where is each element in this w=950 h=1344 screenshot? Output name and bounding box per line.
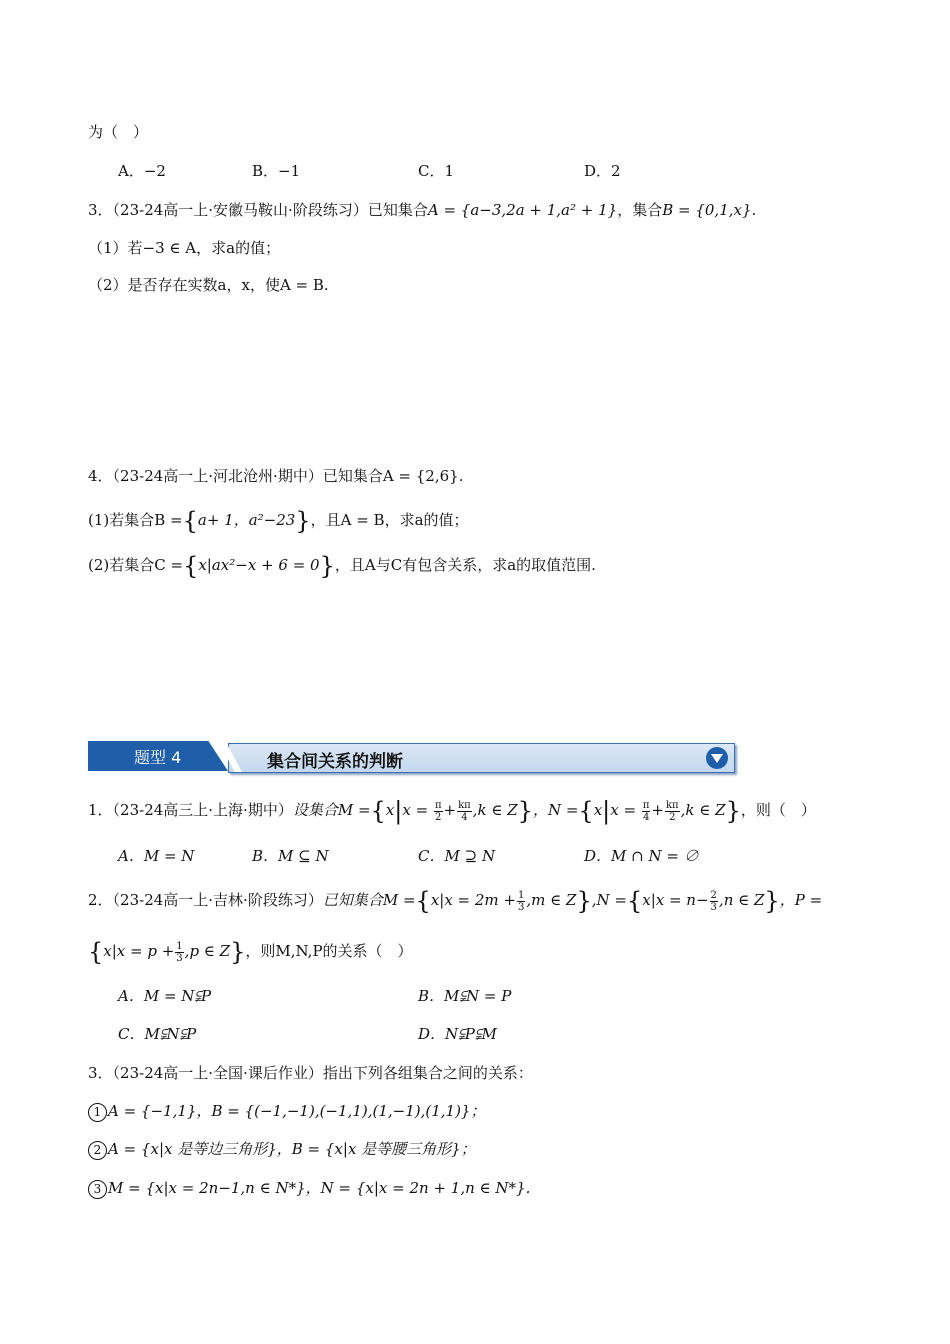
- set-cond: x =: [402, 801, 429, 819]
- question-number: 4．: [88, 467, 113, 485]
- set-domain: ,k ∈ Z: [680, 801, 726, 819]
- option-d: D．M ∩ N = ∅: [584, 847, 699, 865]
- fraction: $\frac{\pi}{2}$: [434, 799, 442, 823]
- question-text: 指出下列各组集合之间的关系：: [322, 1064, 533, 1082]
- circled-number: 1: [88, 1103, 107, 1122]
- question-tail: ，则（ ）: [740, 801, 816, 819]
- set-c-formula: x|ax²−x + 6 = 0: [198, 556, 320, 574]
- section-title-bar: [228, 743, 735, 773]
- set-b-formula: a+ 1，a²−23: [197, 511, 296, 529]
- set-var: x: [593, 801, 603, 819]
- option-a: A．M = N: [118, 847, 195, 865]
- set-domain: ,m ∈ Z: [526, 891, 577, 909]
- fraction: $\frac{k\pi}{2}$: [666, 799, 679, 823]
- list-item: [88, 1177, 530, 1199]
- fraction: $\frac{\pi}{4}$: [642, 799, 650, 823]
- list-item: [88, 1100, 485, 1122]
- question-4-part-2: (2)若集合C ={x|ax²−x + 6 = 0}，且A与C有包含关系，求a的取值范围.: [88, 552, 596, 580]
- question-text: 设集合M =: [292, 801, 371, 819]
- set-p-label: ，P =: [779, 891, 823, 909]
- part-prefix: (1)若集合B =: [88, 511, 183, 529]
- part-suffix: ，且A与C有包含关系，求a的取值范围.: [334, 556, 596, 574]
- section-title: 集合间关系的判断: [267, 752, 403, 772]
- question-3-part-1: （1）若−3 ∈ A，求a的值；: [88, 239, 281, 257]
- option-c: C．1: [418, 162, 455, 180]
- list-item-text: A = {−1,1}，B = {(−1,−1),(−1,1),(1,−1),(1,1)}；: [108, 1102, 486, 1120]
- set-cond: x =: [610, 801, 637, 819]
- set-domain: ,p ∈ Z: [184, 942, 231, 960]
- question-4-part-1: (1)若集合B ={a+ 1，a²−23}，且A = B，求a的值；: [88, 507, 469, 535]
- fraction: $\frac{k\pi}{4}$: [458, 799, 471, 823]
- option-b: B．−1: [252, 162, 301, 180]
- circled-number: 3: [88, 1180, 107, 1199]
- option-d: D．N⫋P⫋M: [418, 1025, 497, 1043]
- question-3-stem: [88, 199, 756, 221]
- part-suffix: ，且A = B，求a的值；: [310, 511, 469, 529]
- section-label: 题型 4: [134, 748, 182, 767]
- list-item-text: A = {x|x 是等边三角形}，B = {x|x 是等腰三角形}；: [108, 1140, 476, 1158]
- set-n-label: ，N =: [532, 801, 579, 819]
- question-number: 3．: [88, 1064, 113, 1082]
- option-d: D．2: [584, 162, 621, 180]
- option-b: B．M⫋N = P: [418, 987, 512, 1005]
- question-number: 1．: [88, 801, 113, 819]
- question-text: 已知集合: [367, 201, 428, 219]
- section-question-3-stem: [88, 1062, 533, 1084]
- question-4-stem: [88, 465, 463, 487]
- part-prefix: (2)若集合C =: [88, 556, 184, 574]
- set-n-cond: x|x = n−: [642, 891, 709, 909]
- section-question-1-stem: 1．（23-24高三上·上海·期中）设集合M ={x|x = $\frac{\pi}{2}$ + $\frac{k\pi}{4}$ ,k ∈ Z}，N ={x|x = $\frac{\pi}{4}$ + $\frac{k\pi}{2}$ ,k ∈ Z}，则（ ）: [88, 797, 816, 825]
- set-m-cond: x|x = 2m +: [430, 891, 516, 909]
- section-header: [88, 741, 736, 773]
- option-a: A．−2: [118, 162, 166, 180]
- question-number: 2．: [88, 891, 113, 909]
- set-b-formula: B = {0,1,x}.: [662, 201, 757, 219]
- question-text: 已知集合M =: [322, 891, 416, 909]
- section-question-2-stem: 2．（23-24高一上·吉林·阶段练习）已知集合M ={x|x = 2m + $\frac{1}{3}$ ,m ∈ Z},N ={x|x = n− $\frac{2}{3}$ ,n ∈ Z}，P =: [88, 887, 823, 915]
- option-c: C．M ⊇ N: [418, 847, 496, 865]
- set-n-label: ,N =: [591, 891, 627, 909]
- question-continuation: 为（ ）: [88, 123, 149, 141]
- list-item-text: M = {x|x = 2n−1,n ∈ N*}，N = {x|x = 2n + 1,n ∈ N*}.: [108, 1179, 531, 1197]
- question-3-part-2: （2）是否存在实数a，x，使A = B.: [88, 276, 329, 294]
- question-tail: ，则M,N,P的关系（ ）: [245, 942, 413, 960]
- set-p-cond: x|x = p +: [103, 942, 175, 960]
- question-source: （23-24高一上·河北沧州·期中）: [112, 467, 323, 485]
- question-text: ，集合: [617, 201, 663, 219]
- question-source: （23-24高三上·上海·期中）: [112, 801, 293, 819]
- list-item: [88, 1138, 476, 1160]
- set-var: x: [385, 801, 395, 819]
- question-text: 已知集合A = {2,6}.: [322, 467, 464, 485]
- section-question-2-cont: {x|x = p + $\frac{1}{3}$ ,p ∈ Z}，则M,N,P的关系（ ）: [88, 938, 413, 966]
- option-b: B．M ⊆ N: [252, 847, 329, 865]
- set-a-formula: A = {a−3,2a + 1,a² + 1}: [427, 201, 618, 219]
- question-number: 3．: [88, 201, 113, 219]
- set-domain: ,k ∈ Z: [472, 801, 518, 819]
- option-a: A．M = N⫋P: [118, 987, 212, 1005]
- option-c: C．M⫋N⫋P: [118, 1025, 197, 1043]
- circled-number: 2: [88, 1141, 107, 1160]
- chevron-down-circle-icon[interactable]: [706, 747, 728, 769]
- set-domain: ,n ∈ Z: [718, 891, 765, 909]
- question-source: （23-24高一上·吉林·阶段练习）: [112, 891, 323, 909]
- question-source: （23-24高一上·安徽马鞍山·阶段练习）: [112, 201, 368, 219]
- question-source: （23-24高一上·全国·课后作业）: [112, 1064, 323, 1082]
